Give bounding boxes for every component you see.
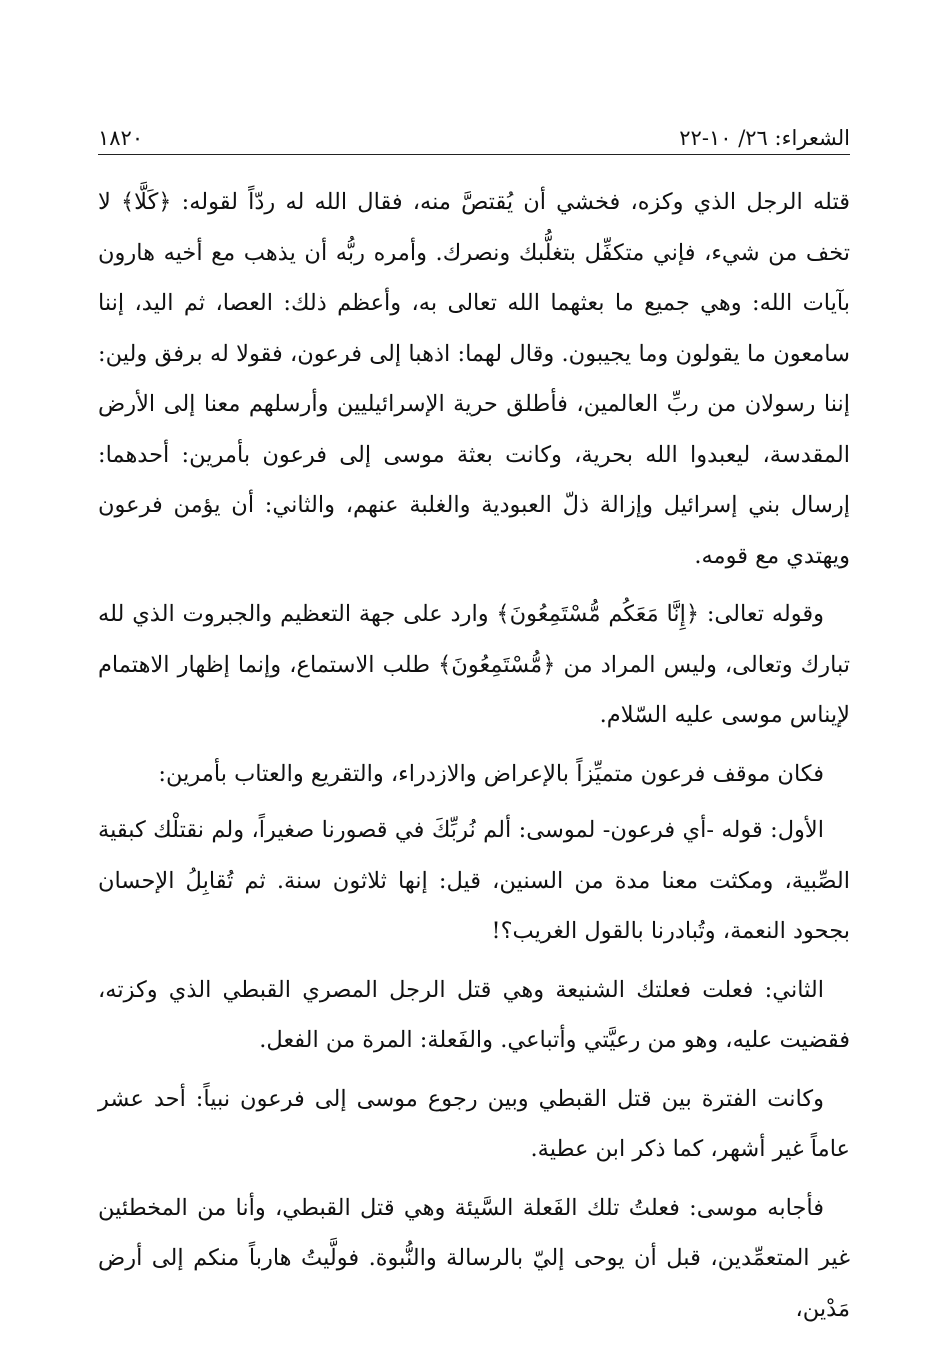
paragraph: وقوله تعالى: ﴿إِنَّا مَعَكُم مُّسْتَمِعُونَ﴾ وارد على جهة التعظيم والجبروت الذي لله تبارك وتعالى، وليس المراد من ﴿مُّسْتَمِعُونَ﴾ طلب الاستماع، وإنما إظهار الاهتمام لإيناس موسى عليه السّلام. [98,601,850,728]
paragraph: قتله الرجل الذي وكزه، فخشي أن يُقتصَّ منه، فقال الله له ردّاً لقوله: ﴿كَلَّا﴾ لا تخف من شيء، فإني متكفِّل بتغلُّبك ونصرك. وأمره ربُّه أن يذهب مع أخيه هارون بآيات الله: وهي جميع ما بعثهما الله تعالى به، وأعظم ذلك: العصا، ثم اليد، إننا سامعون ما يقولون وما يجيبون. وقال لهما: اذهبا إلى فرعون، فقولا له برفق ولين: إننا رسولان من ربِّ العالمين، فأطلق حرية الإسرائيليين وأرسلهم معنا إلى الأرض المقدسة، ليعبدوا الله بحرية، وكانت بعثة موسى إلى فرعون بأمرين: أحدهما: إرسال بني إسرائيل وإزالة ذلّ العبودية والغلبة عنهم، والثاني: أن يؤمن فرعون ويهتدي مع قومه. [98,189,850,569]
paragraph: الثاني: فعلت فعلتك الشنيعة وهي قتل الرجل المصري القبطي الذي وكزته، فقضيت عليه، وهو من رعيَّتي وأتباعي. والفَعلة: المرة من الفعل. [98,976,850,1053]
page-number: ١٨٢٠ [98,126,144,150]
paragraph: فأجابه موسى: فعلتُ تلك الفَعلة السَّيئة وهي قتل القبطي، وأنا من المخطئين غير المتعمِّدين، قبل أن يوحى إليّ بالرسالة والنُّبوة. فولَّيتُ هارباً منكم إلى أرض مَدْين، [98,1194,850,1322]
paragraph: فكان موقف فرعون متميِّزاً بالإعراض والازدراء، والتقريع والعتاب بأمرين: [158,760,824,787]
page-body [98,177,850,1334]
paragraph: الأول: قوله -أي فرعون- لموسى: ألم نُربِّكَ في قصورنا صغيراً، ولم نقتلْك كبقية الصِّبية، ومكثت معنا مدة من السنين، قيل: إنها ثلاثون سنة. ثم تُقابِلُ الإحسان بجحود النعمة، وتُبادرنا بالقول الغريب؟! [98,817,850,944]
page-header [98,110,850,155]
book-page [98,110,850,1322]
surah-reference: الشعراء: ٢٦/ ١٠-٢٢ [679,126,850,150]
paragraph: وكانت الفترة بين قتل القبطي وبين رجوع موسى إلى فرعون نبياً: أحد عشر عاماً غير أشهر، كما ذكر ابن عطية. [98,1085,850,1162]
